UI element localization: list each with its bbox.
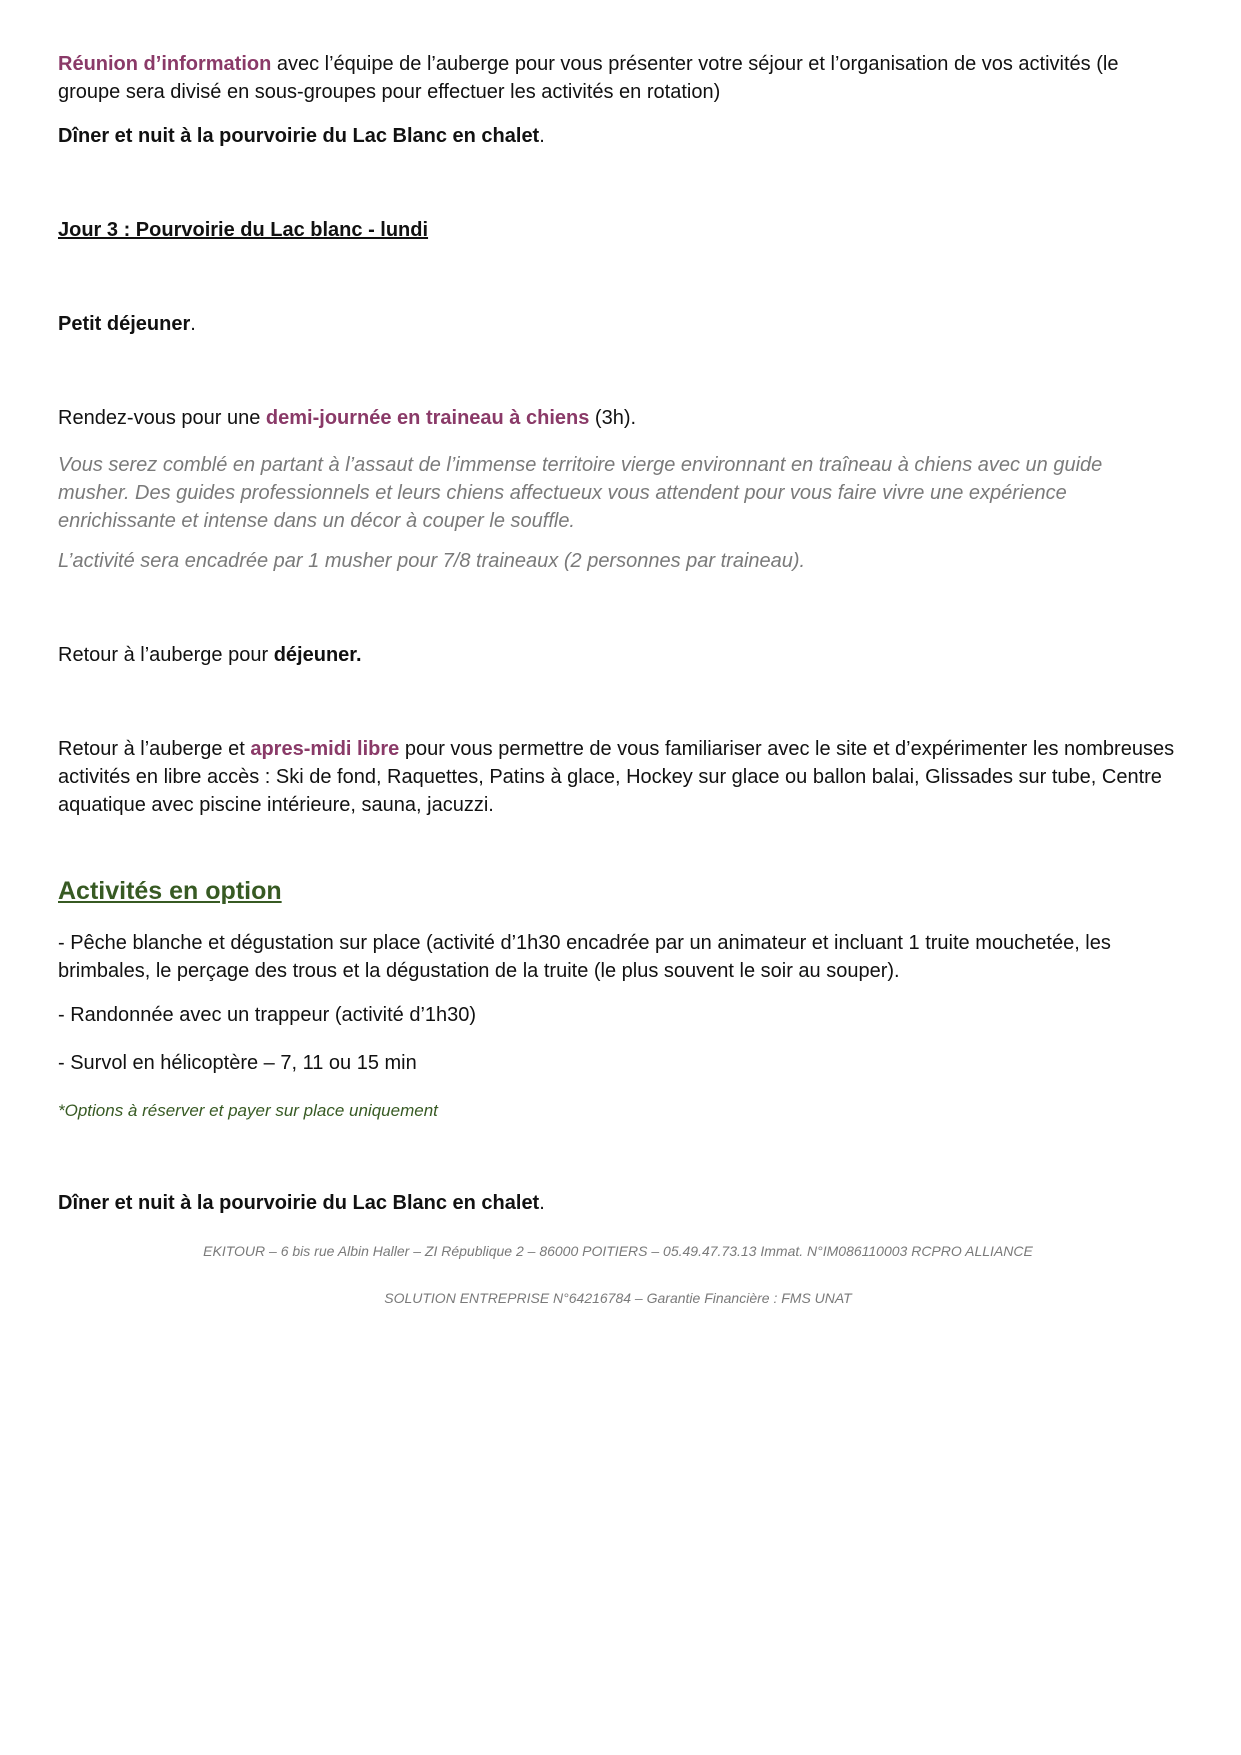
lunch-paragraph (58, 641, 1178, 669)
breakfast-bold: Petit déjeuner (58, 313, 191, 335)
sled-post: (3h). (589, 407, 637, 429)
option-item-hike: - Randonnée avec un trappeur (activité d’1h30) (58, 1004, 477, 1026)
sled-paragraph (58, 404, 1178, 432)
reunion-paragraph (58, 50, 1178, 106)
diner-bold-1: Dîner et nuit à la pourvoirie du Lac Blanc en chalet (58, 125, 540, 147)
diner-end-2: . (539, 1192, 545, 1214)
footer-line-2: SOLUTION ENTREPRISE N°64216784 – Garantie Financière : FMS UNAT (384, 1290, 852, 1306)
day3-heading: Jour 3 : Pourvoirie du Lac blanc - lundi (58, 219, 429, 241)
sled-pre: Rendez-vous pour une (58, 407, 266, 429)
footer-line-1: EKITOUR – 6 bis rue Albin Haller – ZI République 2 – 86000 POITIERS – 05.49.47.73.13 Immat. N°IM086110003 RCPRO ALLIANCE (203, 1243, 1033, 1259)
reunion-highlight: Réunion d’information (58, 53, 272, 75)
lunch-pre: Retour à l’auberge pour (58, 644, 274, 666)
diner-end-1: . (539, 125, 545, 147)
options-title: Activités en option (58, 877, 282, 905)
option-item-helicopter: - Survol en hélicoptère – 7, 11 ou 15 min (58, 1052, 417, 1074)
reunion-text: avec l’équipe de l’auberge pour vous présenter votre séjour et l’organisation de vos activités (le groupe sera divisé en sous-groupes pour effectuer les activités en rotation) (58, 53, 1119, 103)
afternoon-pre: Retour à l’auberge et (58, 738, 251, 760)
breakfast-paragraph (58, 310, 1178, 338)
afternoon-paragraph (58, 735, 1178, 819)
lunch-bold: déjeuner. (273, 644, 362, 666)
afternoon-highlight: apres-midi libre (250, 738, 400, 760)
breakfast-end: . (190, 313, 196, 335)
diner-paragraph-1 (58, 122, 1178, 150)
sled-highlight: demi-journée en traineau à chiens (265, 407, 590, 429)
diner-paragraph-2 (58, 1189, 1178, 1217)
afternoon-post: pour vous permettre de vous familiariser avec le site et d’expérimenter les nombreuses activités en libre accès : Ski de fond, Raquettes, Patins à glace, Hockey sur glace ou ballon balai, Glissades sur tube, Centre aquatique avec piscine intérieure, sauna, jacuzzi. (58, 738, 1175, 816)
diner-bold-2: Dîner et nuit à la pourvoirie du Lac Blanc en chalet (58, 1192, 540, 1214)
sled-description: Vous serez comblé en partant à l’assaut de l’immense territoire vierge environnant en traîneau à chiens avec un guide musher. Des guides professionnels et leurs chiens affectueux vous attendent pour vous faire vivre une expérience enrichissante et intense dans un décor à couper le souffle. (58, 454, 1103, 532)
options-note: *Options à réserver et payer sur place uniquement (58, 1101, 438, 1120)
option-item-fishing: - Pêche blanche et dégustation sur place (activité d’1h30 encadrée par un animateur et incluant 1 truite mouchetée, les brimbales, le perçage des trous et la dégustation de la truite (le plus souvent le soir au souper). (58, 932, 1111, 982)
sled-supervision: L’activité sera encadrée par 1 musher pour 7/8 traineaux (2 personnes par traineau). (58, 550, 806, 572)
